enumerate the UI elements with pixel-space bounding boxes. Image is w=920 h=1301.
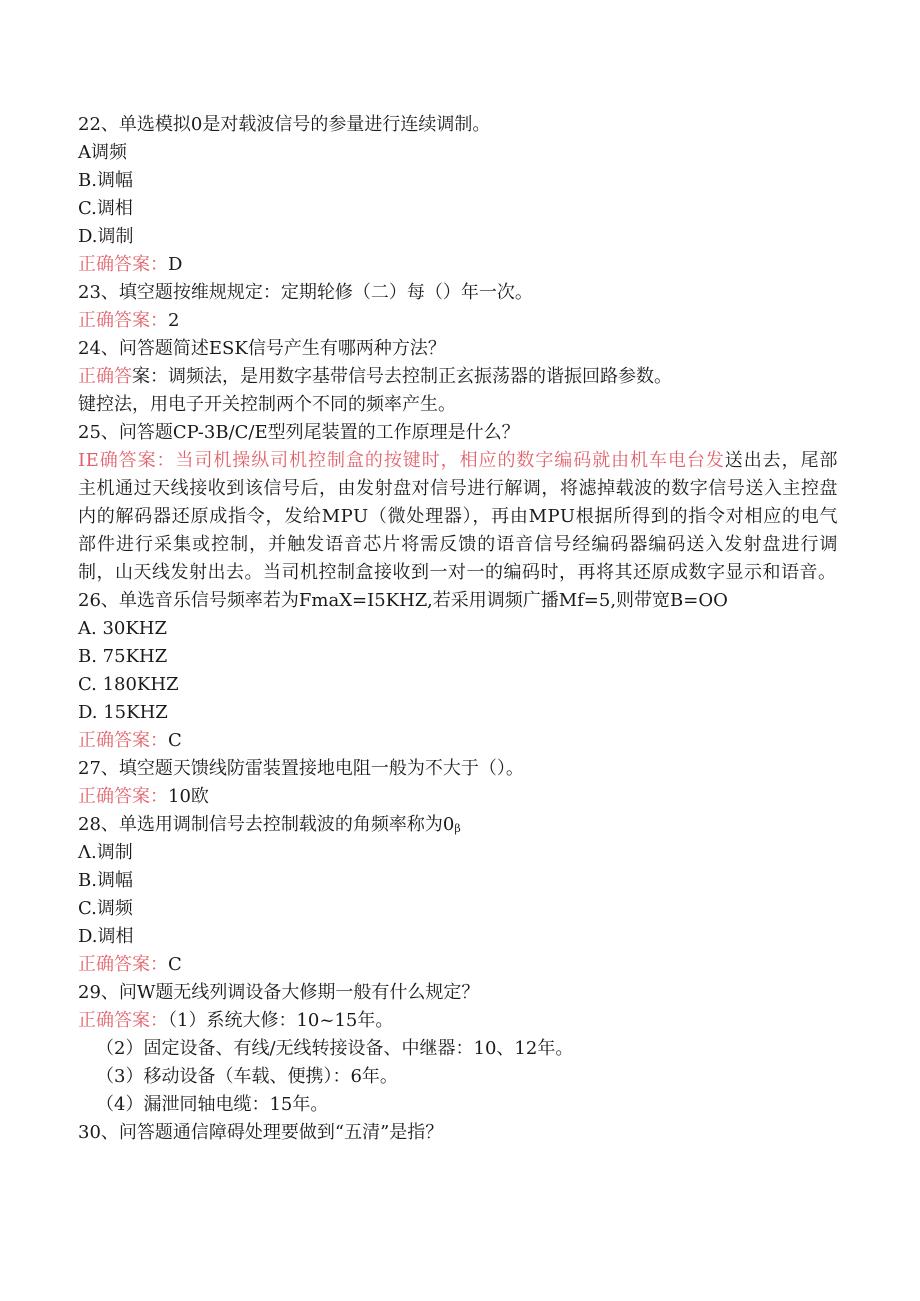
question-28-option-a: Λ.调制 [78, 842, 133, 863]
question-26-option-a: A. 30KHZ [78, 618, 167, 639]
answer-value: 2 [168, 310, 180, 331]
question-26-option-d: D. 15KHZ [78, 702, 168, 723]
question-24-answer [78, 363, 838, 391]
question-22-answer [78, 251, 838, 279]
answer-value: 10欧 [168, 786, 209, 807]
question-28-option-b: B.调幅 [78, 870, 133, 891]
question-29-item-3: （3）移动设备（车载、便携）：6年。 [96, 1066, 398, 1087]
question-26-title: 26、单选音乐信号频率若为FmaX=I5KHZ,若采用调频广播Mf=5,则带宽B=OO [78, 590, 728, 611]
answer-value: 案：调频法，是用数字基带信号去控制正玄振荡器的谐振回路参数。 [132, 366, 672, 387]
question-27-answer [78, 783, 838, 811]
question-list [78, 111, 838, 1147]
question-28-answer [78, 951, 838, 979]
question-28-title-subscript: β [454, 822, 461, 835]
answer-label: 正确答案： [78, 310, 168, 331]
question-25-title: 25、问答题CP-3B/C/E型列尾装置的工作原理是什么？ [78, 422, 520, 443]
question-29-item-4: （4）漏泄同轴电缆：15年。 [96, 1094, 329, 1115]
question-25-answer [78, 447, 838, 587]
question-24-answer-continued: 键控法，用电子开关控制两个不同的频率产生。 [78, 394, 456, 415]
question-28-title-text: 28、单选用调制信号去控制载波的角频率称为0 [78, 814, 455, 835]
answer-label: 正确答案： [78, 786, 168, 807]
question-24-title: 24、问答题简述ESK信号产生有哪两种方法？ [78, 338, 446, 359]
answer-value: C [168, 730, 182, 751]
question-29-answer [78, 1007, 838, 1035]
answer-value: （1）系统大修：10~15年。 [168, 1010, 394, 1031]
answer-label: 正确答案： [78, 954, 168, 975]
question-29-title: 29、问W题无线列调设备大修期一般有什么规定？ [78, 982, 480, 1003]
answer-label: 正确答案： [78, 1010, 168, 1031]
question-23-answer [78, 307, 838, 335]
question-28-title [78, 811, 838, 839]
question-26-option-c: C. 180KHZ [78, 674, 179, 695]
answer-label: 正确答案： [78, 730, 168, 751]
answer-value: D [168, 254, 183, 275]
question-29-item-2: （2）固定设备、有线/无线转接设备、中继器：10、12年。 [96, 1038, 574, 1059]
question-22-title: 22、单选模拟0是对载波信号的参量进行连续调制。 [78, 114, 491, 135]
question-30-title: 30、问答题通信障碍处理要做到“五清”是指？ [78, 1122, 444, 1143]
question-28-option-d: D.调相 [78, 926, 134, 947]
question-22-option-d: D.调制 [78, 226, 134, 247]
question-22-option-c: C.调相 [78, 198, 133, 219]
question-22-option-a: A调频 [78, 142, 127, 163]
question-26-answer [78, 727, 838, 755]
answer-label: IE确答案：当司机操纵司机控制盒的按键时，相应的数字编码就由机车电台发 [78, 450, 725, 471]
question-26-option-b: B. 75KHZ [78, 646, 168, 667]
question-22-option-b: B.调幅 [78, 170, 133, 191]
answer-value: 送出去，尾部主机通过天线接收到该信号后，由发射盘对信号进行解调，将滤掉载波的数字信号送入主控盘内的解码器还原成指令，发给MPU（微处理器），再由MPU根据所得到的指令对相应的电气部件进行采集或控制，并触发语音芯片将需反馈的语音信号经编码器编码送入发射盘进行调制，山天线发射出去。当司机控制盒接收到一对一的编码时，再将其还原成数字显示和语音。 [78, 450, 839, 583]
answer-value: C [168, 954, 182, 975]
question-27-title: 27、填空题天馈线防雷装置接地电阻一般为不大于（）。 [78, 758, 524, 779]
answer-label: 正确答 [78, 366, 132, 387]
answer-label: 正确答案： [78, 254, 168, 275]
question-28-option-c: C.调频 [78, 898, 133, 919]
question-23-title: 23、填空题按维规规定：定期轮修（二）每（）年一次。 [78, 282, 533, 303]
